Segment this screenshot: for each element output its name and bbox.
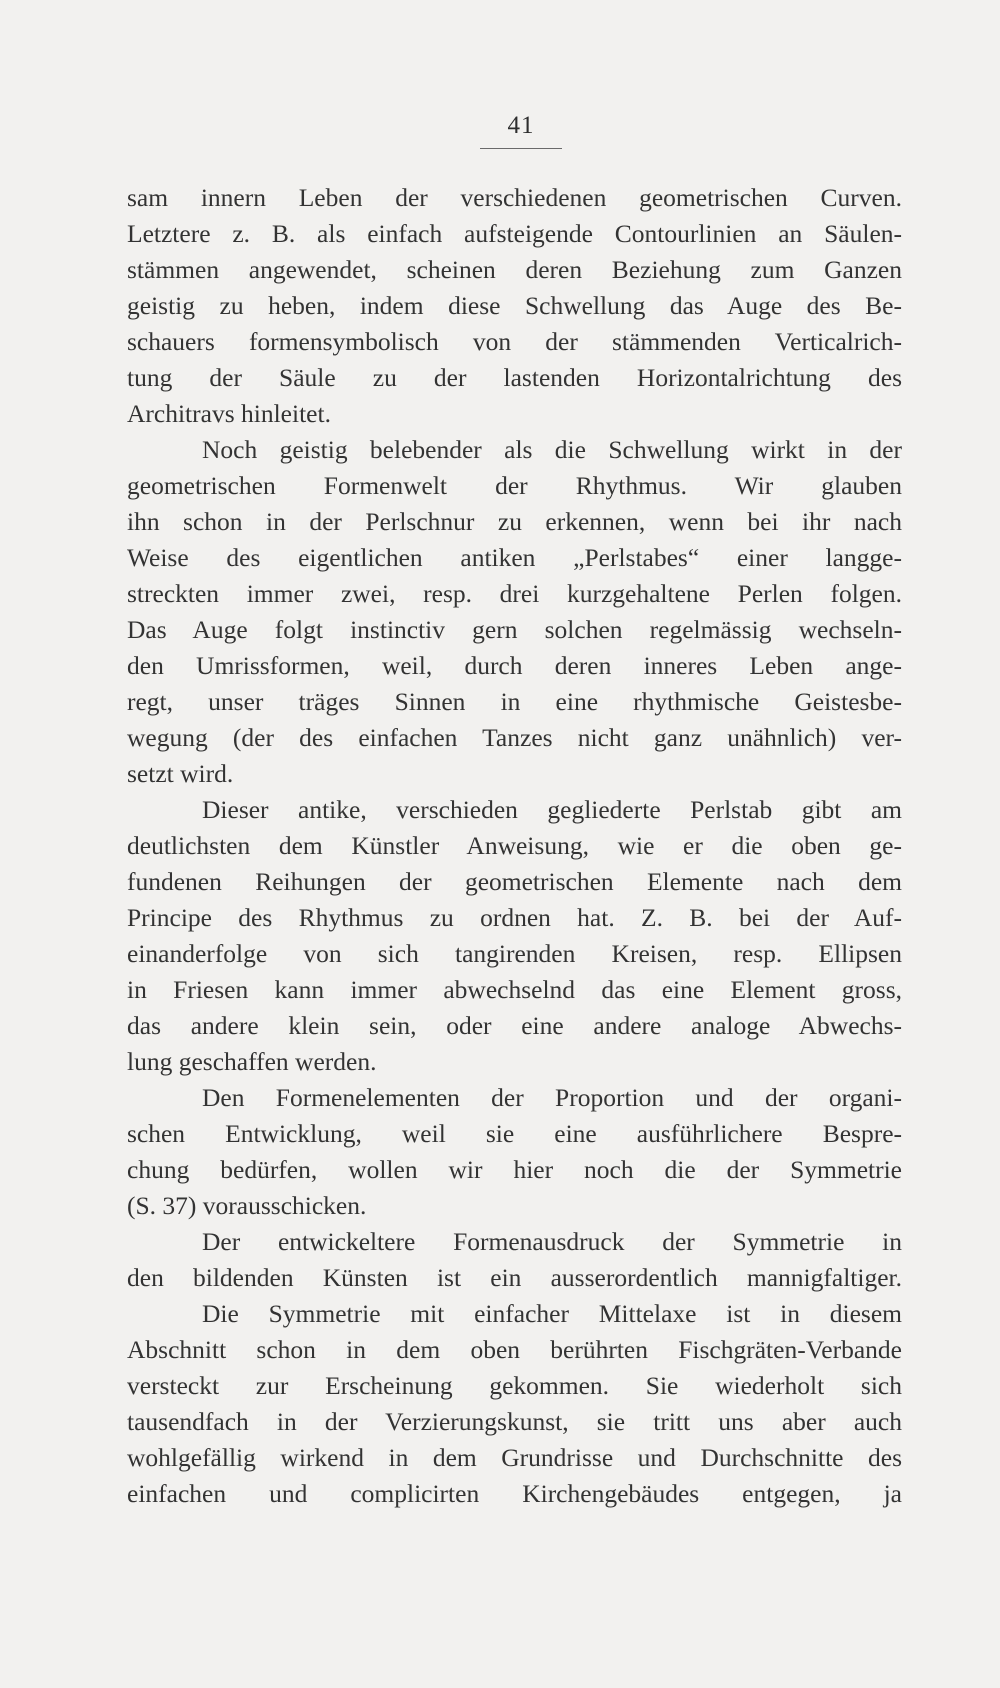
text-line: regt, unser träges Sinnen in eine rhythmische Geistesbe- <box>127 687 902 716</box>
text-line: versteckt zur Erscheinung gekommen. Sie wiederholt sich <box>127 1371 902 1400</box>
text-line: ihn schon in der Perlschnur zu erkennen, wenn bei ihr nach <box>127 507 902 536</box>
text-line: wohlgefällig wirkend in dem Grundrisse und Durchschnitte des <box>127 1443 902 1472</box>
page-number-rule <box>480 148 562 149</box>
text-line: (S. 37) vorausschicken. <box>127 1191 367 1220</box>
text-line: den Umrissformen, weil, durch deren inneres Leben ange- <box>127 651 902 680</box>
text-line: setzt wird. <box>127 759 234 788</box>
text-line: tung der Säule zu der lastenden Horizontalrichtung des <box>127 363 902 392</box>
text-line: das andere klein sein, oder eine andere analoge Abwechs- <box>127 1011 902 1040</box>
text-line: den bildenden Künsten ist ein ausserordentlich mannigfaltiger. <box>127 1263 902 1292</box>
text-line: Architravs hinleitet. <box>127 399 331 428</box>
text-line: deutlichsten dem Künstler Anweisung, wie er die oben ge- <box>127 831 902 860</box>
text-line: fundenen Reihungen der geometrischen Elemente nach dem <box>127 867 902 896</box>
text-line: einfachen und complicirten Kirchengebäudes entgegen, ja <box>127 1479 902 1508</box>
text-line: schen Entwicklung, weil sie eine ausführlichere Bespre- <box>127 1119 902 1148</box>
text-line: in Friesen kann immer abwechselnd das eine Element gross, <box>127 975 902 1004</box>
text-line: Das Auge folgt instinctiv gern solchen regelmässig wechseln- <box>127 615 902 644</box>
text-line: sam innern Leben der verschiedenen geometrischen Curven. <box>127 183 902 212</box>
text-line: Der entwickeltere Formenausdruck der Symmetrie in <box>202 1227 902 1256</box>
text-line: Noch geistig belebender als die Schwellung wirkt in der <box>202 435 902 464</box>
text-line: wegung (der des einfachen Tanzes nicht ganz unähnlich) ver- <box>127 723 902 752</box>
text-line: geometrischen Formenwelt der Rhythmus. Wir glauben <box>127 471 902 500</box>
text-line: Dieser antike, verschieden gegliederte Perlstab gibt am <box>202 795 902 824</box>
text-line: einanderfolge von sich tangirenden Kreisen, resp. Ellipsen <box>127 939 902 968</box>
text-line: Weise des eigentlichen antiken „Perlstabes“ einer langge- <box>127 543 902 572</box>
text-line: geistig zu heben, indem diese Schwellung das Auge des Be- <box>127 291 902 320</box>
text-line: streckten immer zwei, resp. drei kurzgehaltene Perlen folgen. <box>127 579 902 608</box>
text-line: stämmen angewendet, scheinen deren Beziehung zum Ganzen <box>127 255 902 284</box>
text-line: chung bedürfen, wollen wir hier noch die der Symmetrie <box>127 1155 902 1184</box>
text-line: Die Symmetrie mit einfacher Mittelaxe ist in diesem <box>202 1299 902 1328</box>
text-line: Letztere z. B. als einfach aufsteigende Contourlinien an Säulen- <box>127 219 902 248</box>
text-line: Den Formenelementen der Proportion und der organi- <box>202 1083 902 1112</box>
text-line: Abschnitt schon in dem oben berührten Fischgräten-Verbande <box>127 1335 902 1364</box>
text-line: lung geschaffen werden. <box>127 1047 377 1076</box>
text-line: schauers formensymbolisch von der stämmenden Verticalrich- <box>127 327 902 356</box>
page-number: 41 <box>507 112 535 139</box>
text-line: tausendfach in der Verzierungskunst, sie tritt uns aber auch <box>127 1407 902 1436</box>
text-line: Principe des Rhythmus zu ordnen hat. Z. B. bei der Auf- <box>127 903 902 932</box>
body-text <box>127 180 902 1512</box>
